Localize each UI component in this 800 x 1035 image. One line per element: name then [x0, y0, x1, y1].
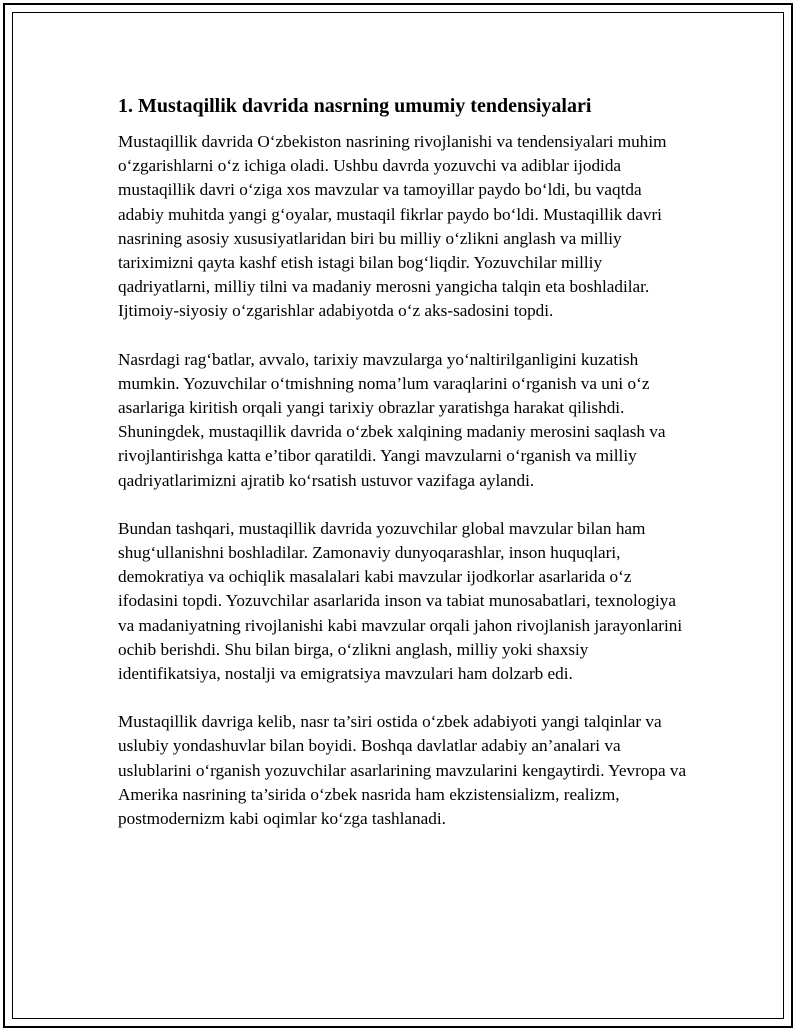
section-heading: 1. Mustaqillik davrida nasrning umumiy tendensiyalari — [118, 95, 592, 117]
paragraph-3: Bundan tashqari, mustaqillik davrida yozuvchilar global mavzular bilan ham shug‘ullanishni boshladilar. Zamonaviy dunyoqarashlar, inson huquqlari, demokratiya va ochiqlik masalalari kabi mavzular ijodkorlar asarlarida o‘z ifodasini topdi. Yozuvchilar asarlarida inson va tabiat munosabatlari, texnologiya va madaniyatning rivojlanishi kabi mavzular orqali jahon rivojlanish jarayonlarini ochib berishdi. Shu bilan birga, o‘zlikni anglash, milliy yoki shaxsiy identifikatsiya, nostalji va emigratsiya mavzulari ham dolzarb edi. — [118, 518, 683, 684]
paragraph-4: Mustaqillik davriga kelib, nasr ta’siri ostida o‘zbek adabiyoti yangi talqinlar va uslubiy yondashuvlar bilan boyidi. Boshqa davlatlar adabiy an’analari va uslublarini o‘rganish yozuvchilar asarlarining mavzularini kengaytirdi. Yevropa va Amerika nasrining ta’sirida o‘zbek nasrida ham ekzistensializm, realizm, postmodernizm kabi oqimlar ko‘zga tashlanadi. — [118, 712, 687, 829]
paragraph-1: Mustaqillik davrida O‘zbekiston nasrining rivojlanishi va tendensiyalari muhim o‘zgarishlarni o‘z ichiga oladi. Ushbu davrda yozuvchi va adiblar ijodida mustaqillik davri o‘ziga xos mavzular va tamoyillar paydo bo‘ldi, bu vaqtda adabiy muhitda yangi g‘oyalar, mustaqil fikrlar paydo bo‘ldi. Mustaqillik davri nasrining asosiy xususiyatlaridan biri bu milliy o‘zlikni anglash va milliy tariximizni qayta kashf etish istagi bilan bog‘liqdir. Yozuvchilar milliy qadriyatlarni, milliy tilni va madaniy merosni yangicha talqin eta boshladilar. Ijtimoiy-siyosiy o‘zgarishlar adabiyotda o‘z aks-sadosini topdi. — [118, 132, 667, 321]
paragraph-2: Nasrdagi rag‘batlar, avvalo, tarixiy mavzularga yo‘naltirilganligini kuzatish mumkin. Yozuvchilar o‘tmishning noma’lum varaqlarini o‘rganish va uni o‘z asarlariga kiritish orqali yangi tarixiy obrazlar yaratishga harakat qilishdi. Shuningdek, mustaqillik davrida o‘zbek xalqining madaniy merosini saqlash va rivojlantirishga katta e’tibor qaratildi. Yangi mavzularni o‘rganish va milliy qadriyatlarimizni ajratib ko‘rsatish ustuvor vazifaga aylandi. — [118, 349, 666, 490]
document-body — [118, 92, 690, 855]
